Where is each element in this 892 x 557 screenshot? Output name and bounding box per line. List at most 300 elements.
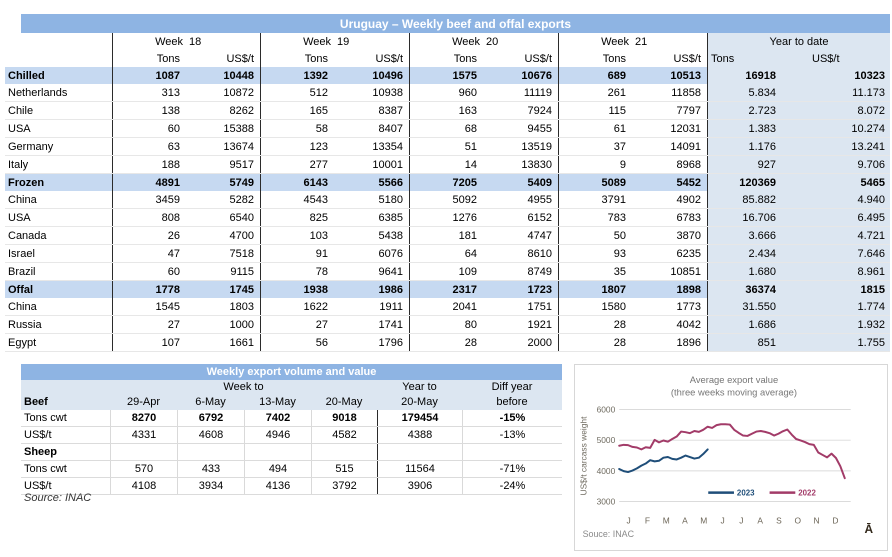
svg-text:A: A — [682, 515, 688, 526]
cell: 61 — [558, 120, 632, 137]
cell: 68 — [409, 120, 483, 137]
cell: 1986 — [334, 281, 409, 298]
cell: 494 — [244, 461, 311, 477]
cell: 3.666 — [707, 227, 800, 244]
cell: 10513 — [632, 67, 707, 84]
table2-date-header-row — [21, 394, 562, 410]
table-row — [5, 245, 890, 263]
cell: 10.274 — [800, 120, 890, 137]
cell: 851 — [707, 334, 800, 351]
cell: 26 — [112, 227, 186, 244]
cell: 109 — [409, 263, 483, 280]
cell: 13.241 — [800, 138, 890, 155]
table1-week-header-row — [5, 33, 890, 50]
row-label: Canada — [8, 229, 47, 242]
cell: 28 — [409, 334, 483, 351]
cell: 1276 — [409, 209, 483, 226]
svg-text:S: S — [776, 515, 782, 526]
table2-title: Weekly export volume and value — [206, 366, 377, 378]
table2-group-header-row — [21, 380, 562, 394]
svg-text:F: F — [644, 515, 650, 526]
corner-cell — [5, 50, 112, 67]
cell: 51 — [409, 138, 483, 155]
cell: -15% — [462, 410, 562, 426]
cell: 8968 — [676, 158, 701, 171]
cell: 512 — [260, 84, 334, 101]
cell: 103 — [260, 227, 334, 244]
svg-text:2023: 2023 — [736, 488, 755, 498]
row-label: Israel — [8, 247, 35, 260]
cell: 9641 — [378, 265, 403, 278]
row-label: USA — [8, 211, 31, 224]
chart-source-note: Souce: INAC — [582, 529, 634, 540]
row-label: Egypt — [8, 336, 37, 349]
cell: 188 — [112, 156, 186, 173]
cell: 3791 — [558, 191, 632, 208]
cell: 1580 — [558, 298, 632, 315]
cell: 93 — [558, 245, 632, 262]
svg-text:J: J — [739, 515, 744, 526]
ytd-tons-header: Tons — [707, 50, 800, 67]
cell: 4388 — [377, 427, 462, 443]
cell: 4582 — [311, 427, 377, 443]
week19-header: Week — [260, 33, 334, 50]
cell: 5749 — [186, 174, 260, 191]
cell: 5089 — [558, 174, 632, 191]
corner-cell — [5, 33, 112, 50]
week20-header: Week — [409, 33, 483, 50]
table-row — [5, 67, 890, 84]
row-label: US$/t — [24, 480, 52, 492]
cell: 4747 — [527, 229, 552, 242]
table-row — [5, 102, 890, 120]
svg-text:M: M — [700, 515, 708, 526]
table-row — [21, 410, 562, 427]
table2-source-note: Source: INAC — [24, 492, 92, 504]
svg-text:D: D — [832, 515, 839, 526]
row-label: China — [8, 193, 37, 206]
date-header: 13-May — [259, 396, 296, 408]
cell: 4891 — [112, 174, 186, 191]
cell: 11564 — [377, 461, 462, 477]
cell: 12031 — [670, 122, 701, 135]
table-row — [5, 174, 890, 191]
cell: 5452 — [632, 174, 707, 191]
row-label: China — [8, 300, 37, 313]
cell: 60 — [112, 263, 186, 280]
cell: 6783 — [676, 211, 701, 224]
cell: 4331 — [110, 427, 177, 443]
table-row — [5, 138, 890, 156]
week21-header: Week — [558, 33, 632, 50]
cell: 5092 — [409, 191, 483, 208]
table-row — [21, 461, 562, 478]
cell: 8407 — [378, 122, 403, 135]
row-label: Frozen — [5, 174, 112, 191]
cell: 5465 — [800, 174, 890, 191]
cell: 1815 — [800, 281, 890, 298]
table-row — [5, 191, 890, 209]
cell: 91 — [260, 245, 334, 262]
cell: 27 — [112, 316, 186, 333]
corner-cell — [21, 380, 110, 394]
cell: 8270 — [110, 410, 177, 426]
cell: 14 — [409, 156, 483, 173]
cell: 4108 — [110, 478, 177, 494]
cell — [110, 444, 177, 460]
cell: 6235 — [676, 247, 701, 260]
cell: 64 — [409, 245, 483, 262]
cell: 1773 — [676, 300, 701, 313]
year-to-date-sub: 20-May — [401, 396, 438, 408]
chart-subtitle: (three weeks moving average) — [670, 386, 798, 398]
cell: 6143 — [260, 174, 334, 191]
x-tick-labels — [627, 515, 839, 525]
cell: 433 — [177, 461, 244, 477]
cell: 3934 — [177, 478, 244, 494]
week-to-header: Week to — [223, 381, 264, 393]
beef-offal-exports-table — [5, 33, 890, 352]
cell: 2317 — [409, 281, 483, 298]
cell: 7402 — [244, 410, 311, 426]
cell: 58 — [260, 120, 334, 137]
table1-subheader-row — [5, 50, 890, 67]
table1-body — [5, 67, 890, 352]
cell: 1741 — [378, 318, 403, 331]
cell: 15388 — [223, 122, 254, 135]
cell — [377, 444, 462, 460]
cell: 2.723 — [707, 102, 800, 119]
cell: 7.646 — [800, 245, 890, 262]
cell: 4136 — [244, 478, 311, 494]
cell: 4042 — [676, 318, 701, 331]
table1-title-bar — [21, 14, 890, 33]
corner-glyph: Ā — [864, 522, 874, 537]
cell: 11119 — [523, 86, 552, 99]
svg-text:O: O — [794, 515, 802, 526]
table-row — [21, 444, 562, 461]
svg-text:N: N — [813, 515, 820, 526]
cell: 7518 — [229, 247, 254, 260]
beef-section-label: Beef — [24, 396, 48, 408]
cell: 9455 — [527, 122, 552, 135]
cell: 7205 — [409, 174, 483, 191]
weekly-export-table — [21, 380, 562, 495]
table-row — [21, 478, 562, 495]
row-label: Tons cwt — [24, 412, 67, 424]
cell: 115 — [558, 102, 632, 119]
cell: 1896 — [676, 336, 701, 349]
tons-header: Tons — [260, 50, 334, 67]
cell: 80 — [409, 316, 483, 333]
cell: 960 — [409, 84, 483, 101]
cell: 4700 — [229, 229, 254, 242]
cell: 1575 — [409, 67, 483, 84]
cell: 1796 — [378, 336, 403, 349]
cell: 5438 — [378, 229, 403, 242]
cell: 179454 — [377, 410, 462, 426]
row-label: Chilled — [5, 67, 112, 84]
row-label: Brazil — [8, 265, 36, 278]
cell: 1.932 — [800, 316, 890, 333]
cell: 1803 — [229, 300, 254, 313]
cell: 4946 — [244, 427, 311, 443]
week21-number: 21 — [635, 35, 648, 48]
cell — [244, 444, 311, 460]
series-lines — [619, 424, 845, 478]
cell: -13% — [462, 427, 562, 443]
cell: 1392 — [260, 67, 334, 84]
cell: 10001 — [372, 158, 403, 171]
cell: 9 — [558, 156, 632, 173]
cell: 4.721 — [800, 227, 890, 244]
cell: 1778 — [112, 281, 186, 298]
row-label: Offal — [5, 281, 112, 298]
cell: 10448 — [186, 67, 260, 84]
cell: 4955 — [527, 193, 552, 206]
cell: 1751 — [527, 300, 552, 313]
ytd-usdt-header: US$/t — [800, 50, 890, 67]
year-to-header: Year to — [402, 381, 437, 393]
cell: 37 — [558, 138, 632, 155]
cell — [311, 444, 377, 460]
cell: 313 — [112, 84, 186, 101]
cell: 16918 — [707, 67, 800, 84]
cell: 1.755 — [800, 334, 890, 351]
table-row — [5, 84, 890, 102]
week18-number: 18 — [189, 35, 202, 48]
cell: -24% — [462, 478, 562, 494]
cell: 825 — [260, 209, 334, 226]
table-row — [5, 316, 890, 334]
cell: 36374 — [707, 281, 800, 298]
cell: 10676 — [483, 67, 558, 84]
diff-before-sub: before — [496, 396, 528, 408]
cell: 4608 — [177, 427, 244, 443]
cell: 515 — [311, 461, 377, 477]
svg-text:5000: 5000 — [596, 435, 616, 446]
row-label: Chile — [8, 104, 34, 117]
date-header: 20-May — [325, 396, 363, 408]
cell: 50 — [558, 227, 632, 244]
cell: 138 — [112, 102, 186, 119]
cell: 2000 — [527, 336, 552, 349]
cell: 6152 — [527, 211, 552, 224]
cell: 8.961 — [800, 263, 890, 280]
week19-number: 19 — [337, 35, 350, 48]
cell: 6076 — [378, 247, 403, 260]
svg-text:4000: 4000 — [596, 465, 616, 476]
table-row — [5, 263, 890, 281]
cell: 16.706 — [707, 209, 800, 226]
cell: 9115 — [230, 265, 254, 278]
week20-number: 20 — [486, 35, 499, 48]
cell: 9517 — [229, 158, 254, 171]
row-label: Tons cwt — [24, 463, 67, 475]
cell: 4.940 — [800, 191, 890, 208]
cell: 5180 — [378, 193, 403, 206]
cell: 3870 — [676, 229, 701, 242]
gridlines — [619, 410, 850, 502]
year-to-date-header: Year to date — [707, 33, 890, 50]
legend — [708, 489, 816, 498]
cell: 13674 — [223, 140, 254, 153]
svg-text:M: M — [662, 515, 670, 526]
cell: 6.495 — [800, 209, 890, 226]
cell: 1545 — [112, 298, 186, 315]
table-row — [5, 156, 890, 174]
cell: 10851 — [670, 265, 701, 278]
tons-header: Tons — [558, 50, 632, 67]
usdt-header: US$/t — [524, 52, 552, 65]
cell: 9.706 — [800, 156, 890, 173]
cell: 63 — [112, 138, 186, 155]
usdt-header: US$/t — [375, 52, 403, 65]
usdt-header: US$/t — [226, 52, 254, 65]
cell: 1911 — [379, 300, 403, 313]
cell: 27 — [260, 316, 334, 333]
cell: 10938 — [372, 86, 403, 99]
cell: 4543 — [260, 191, 334, 208]
cell: 808 — [112, 209, 186, 226]
cell: 78 — [260, 263, 334, 280]
cell — [177, 444, 244, 460]
cell: 13354 — [372, 140, 403, 153]
cell: -71% — [462, 461, 562, 477]
date-header: 29-Apr — [126, 396, 161, 408]
table2-title-bar — [21, 364, 562, 380]
svg-text:3000: 3000 — [596, 496, 616, 507]
table-row — [21, 427, 562, 444]
cell: 1000 — [229, 318, 254, 331]
cell: 4902 — [676, 193, 701, 206]
cell: 783 — [558, 209, 632, 226]
cell: 1.176 — [707, 138, 800, 155]
cell: 31.550 — [707, 298, 800, 315]
cell: 1.383 — [707, 120, 800, 137]
cell: 7797 — [676, 104, 701, 117]
cell: 8387 — [378, 104, 403, 117]
table2-body — [21, 410, 562, 495]
cell: 1661 — [229, 336, 254, 349]
cell: 163 — [409, 102, 483, 119]
cell: 123 — [260, 138, 334, 155]
row-label: Netherlands — [8, 86, 68, 99]
cell: 107 — [112, 334, 186, 351]
cell: 60 — [112, 120, 186, 137]
diff-year-header: Diff year — [491, 381, 533, 393]
cell: 10872 — [223, 86, 254, 99]
svg-text:A: A — [757, 515, 763, 526]
cell: 47 — [112, 245, 186, 262]
cell: 13830 — [521, 158, 552, 171]
cell: 85.882 — [707, 191, 800, 208]
table-row — [5, 298, 890, 316]
cell: 6792 — [177, 410, 244, 426]
svg-text:J: J — [626, 515, 631, 526]
cell: 3459 — [112, 191, 186, 208]
table-row — [5, 120, 890, 138]
cell: 10496 — [334, 67, 409, 84]
cell: 181 — [409, 227, 483, 244]
row-label: Russia — [8, 318, 42, 331]
usdt-header: US$/t — [673, 52, 701, 65]
cell: 277 — [260, 156, 334, 173]
cell: 1921 — [527, 318, 552, 331]
cell: 1745 — [186, 281, 260, 298]
cell: 7924 — [527, 104, 552, 117]
date-header: 6-May — [195, 396, 226, 408]
row-label: US$/t — [24, 429, 52, 441]
cell: 165 — [260, 102, 334, 119]
tons-header: Tons — [409, 50, 483, 67]
row-label: USA — [8, 122, 31, 135]
cell: 261 — [558, 84, 632, 101]
cell: 13519 — [521, 140, 552, 153]
table-row — [5, 227, 890, 245]
export-value-chart — [574, 364, 888, 551]
cell: 9018 — [311, 410, 377, 426]
cell: 927 — [707, 156, 800, 173]
cell: 14091 — [670, 140, 701, 153]
cell: 1898 — [632, 281, 707, 298]
cell: 2.434 — [707, 245, 800, 262]
cell: 11.173 — [800, 84, 890, 101]
cell: 28 — [558, 334, 632, 351]
cell: 5409 — [483, 174, 558, 191]
cell: 1807 — [558, 281, 632, 298]
cell: 5282 — [229, 193, 254, 206]
chart-canvas — [575, 365, 887, 550]
cell: 8610 — [527, 247, 552, 260]
chart-title: Average export value — [689, 373, 779, 385]
table-row — [5, 209, 890, 227]
cell: 6540 — [229, 211, 254, 224]
cell: 1938 — [260, 281, 334, 298]
cell: 11858 — [671, 86, 701, 99]
row-label: Sheep — [24, 446, 58, 458]
cell: 5.834 — [707, 84, 800, 101]
table1-title: Uruguay – Weekly beef and offal exports — [339, 16, 572, 31]
cell: 689 — [558, 67, 632, 84]
svg-text:2022: 2022 — [798, 488, 816, 498]
svg-text:6000: 6000 — [596, 404, 616, 415]
cell: 120369 — [707, 174, 800, 191]
row-label: Italy — [8, 158, 29, 171]
table-row — [5, 281, 890, 298]
cell: 2041 — [409, 298, 483, 315]
tons-header: Tons — [112, 50, 186, 67]
cell: 56 — [260, 334, 334, 351]
cell: 570 — [110, 461, 177, 477]
cell: 8749 — [527, 265, 552, 278]
cell: 6385 — [378, 211, 403, 224]
cell: 35 — [558, 263, 632, 280]
cell: 10323 — [800, 67, 890, 84]
cell: 3906 — [377, 478, 462, 494]
cell — [462, 444, 562, 460]
cell: 3792 — [311, 478, 377, 494]
week18-header: Week — [112, 33, 186, 50]
cell: 8.072 — [800, 102, 890, 119]
cell: 1.686 — [707, 316, 800, 333]
y-axis-label: US$/t carcass weight — [578, 416, 589, 496]
cell: 1622 — [260, 298, 334, 315]
cell: 8262 — [229, 104, 254, 117]
cell: 1723 — [483, 281, 558, 298]
cell: 1.680 — [707, 263, 800, 280]
cell: 28 — [558, 316, 632, 333]
